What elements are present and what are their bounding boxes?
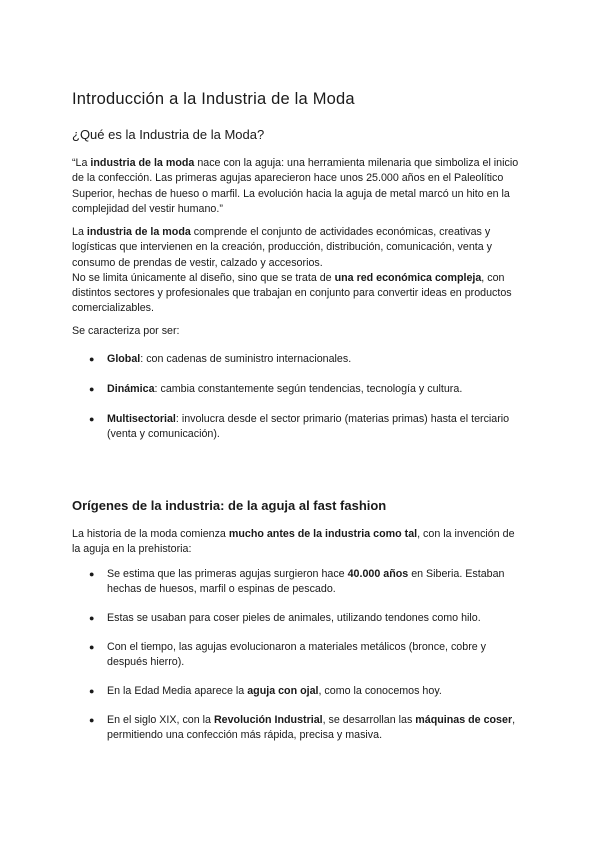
item-text: , como la conocemos hoy. (318, 685, 442, 697)
item-bold: Revolución Industrial (213, 714, 323, 726)
definition-paragraph (72, 225, 522, 317)
list-item (89, 640, 527, 671)
item-text: , se desarrollan las (322, 714, 416, 726)
definition-post: comprende el conjunto de actividades económicas, creativas y logísticas que intervienen en la creación, producción, distribución, comunicación, venta y consumo de prendas de vestir, calzado y accesorios. (72, 226, 493, 269)
item-text: en Siberia. Estaban hechas de huesos, marfil o espinas de pescado. (107, 568, 505, 596)
item-text: : cambia constantemente según tendencias, tecnología y cultura. (154, 383, 463, 395)
item-text: Se estima que las primeras agujas surgieron hace (107, 568, 348, 580)
item-bold: Global (107, 353, 141, 365)
list-item (89, 611, 527, 626)
bullet-icon: ● (89, 414, 95, 424)
list-item (89, 382, 527, 397)
definition-line2-pre: No se limita únicamente al diseño, sino que se trata de (72, 271, 335, 284)
bullet-icon: ● (89, 354, 95, 364)
item-text: Con el tiempo, las agujas evolucionaron a materiales metálicos (bronce, cobre y después hierro). (107, 641, 487, 669)
item-text: En la Edad Media aparece la (107, 685, 248, 697)
list-item (89, 684, 527, 699)
item-bold: Multisectorial (107, 413, 176, 425)
item-text: , permitiendo una confección más rápida, precisa y masiva. (107, 714, 516, 742)
bullet-icon: ● (89, 686, 95, 696)
bullet-icon: ● (89, 569, 95, 579)
definition-line2-bold: una red económica compleja (334, 271, 482, 284)
item-text: : con cadenas de suministro internacionales. (140, 353, 352, 365)
bullet-icon: ● (89, 642, 95, 652)
definition-pre: La (72, 226, 87, 238)
section1-heading: ¿Qué es la Industria de la Moda? (72, 127, 265, 142)
history-post: , con la invención de la aguja en la prehistoria: (72, 528, 515, 556)
history-pre: La historia de la moda comienza (72, 528, 229, 540)
item-text: : involucra desde el sector primario (materias primas) hasta el terciario (venta y comunicación). (107, 413, 510, 441)
item-bold: aguja con ojal (247, 685, 319, 697)
bullet-icon: ● (89, 613, 95, 623)
history-intro (72, 527, 522, 558)
bullet-icon: ● (89, 715, 95, 725)
item-bold: Dinámica (107, 383, 155, 395)
section2-heading: Orígenes de la industria: de la aguja al fast fashion (72, 498, 387, 513)
definition-bold: industria de la moda (86, 226, 191, 238)
item-text: Estas se usaban para coser pieles de animales, utilizando tendones como hilo. (107, 612, 481, 624)
list-item (89, 567, 527, 598)
definition-line2-post: , con distintos sectores y profesionales que trabajan en conjunto para convertir ideas en productos comercializables. (72, 271, 512, 315)
quote-post: nace con la aguja: una herramienta milenaria que simboliza el inicio de la confección. Las primeras agujas aparecieron hace unos 25.000 años en el Paleolítico Superior, hechas de hueso o marfil. La evolución hacia la aguja de metal marcó un hito en la complejidad del vestir humano.” (72, 157, 519, 215)
list-item (89, 713, 527, 744)
document-title: Introducción a la Industria de la Moda (72, 90, 355, 108)
history-bold: mucho antes de la industria como tal (228, 528, 418, 540)
item-bold: máquinas de coser (415, 714, 513, 726)
list-item (89, 412, 527, 443)
item-text: En el siglo XIX, con la (107, 714, 214, 726)
bullet-icon: ● (89, 384, 95, 394)
quote-bold: industria de la moda (90, 157, 195, 169)
list-item (89, 352, 527, 367)
quote-paragraph (72, 156, 522, 217)
characteristics-intro: Se caracteriza por ser: (72, 325, 180, 337)
quote-pre: “La (72, 157, 91, 169)
item-bold: 40.000 años (347, 568, 409, 580)
